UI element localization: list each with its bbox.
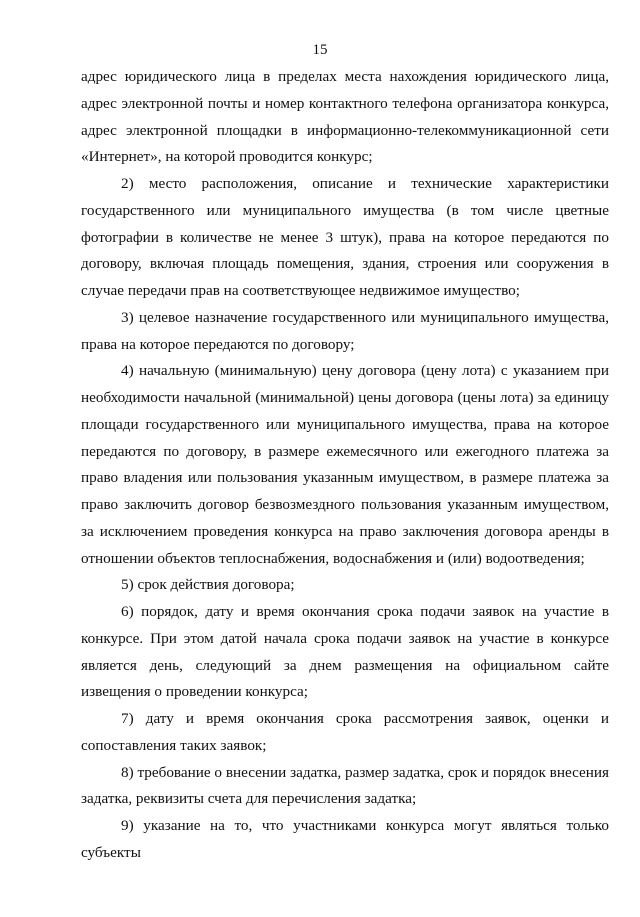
paragraph-1-continuation: адрес юридического лица в пределах места нахождения юридического лица, адрес электронной почты и номер контактного телефона организатора конкурса, адрес электронной площадки в информационно-телекоммуникационной сети «Интернет», на которой проводится конкурс;	[81, 68, 609, 166]
paragraph-item-7: 7) дату и время окончания срока рассмотрения заявок, оценки и сопоставления таких заявок;	[81, 710, 609, 754]
paragraph-item-5: 5) срок действия договора;	[121, 576, 295, 594]
paragraph-item-4: 4) начальную (минимальную) цену договора (цену лота) с указанием при необходимости начальной (минимальной) цены договора (цены лота) за единицу площади государственного или муниципального имущества, права на которое передаются по договору, в размере ежемесячного или ежегодного платежа за право владения или пользования указанным имуществом, в размере платежа за право заключить договор безвозмездного пользования указанным имуществом, за исключением проведения конкурса на право заключения договора аренды в отношении объектов теплоснабжения, водоснабжения и (или) водоотведения;	[81, 362, 609, 567]
page-number: 15	[312, 42, 328, 58]
paragraph-item-6: 6) порядок, дату и время окончания срока подачи заявок на участие в конкурсе. При этом датой начала срока подачи заявок на участие в конкурсе является день, следующий за днем размещения на официальном сайте извещения о проведении конкурса;	[81, 603, 609, 701]
document-body	[81, 64, 609, 867]
paragraph-item-9: 9) указание на то, что участниками конкурса могут являться только субъекты	[81, 817, 609, 861]
paragraph-item-8: 8) требование о внесении задатка, размер задатка, срок и порядок внесения задатка, реквизиты счета для перечисления задатка;	[81, 763, 609, 808]
paragraph-item-3: 3) целевое назначение государственного или муниципального имущества, права на которое передаются по договору;	[81, 308, 609, 353]
paragraph-item-2: 2) место расположения, описание и технические характеристики государственного или муниципального имущества (в том числе цветные фотографии в количестве не менее 3 штук), права на которое передаются по договору, включая площадь помещения, здания, строения или сооружения в случае передачи прав на соответствующее недвижимое имущество;	[81, 175, 609, 299]
